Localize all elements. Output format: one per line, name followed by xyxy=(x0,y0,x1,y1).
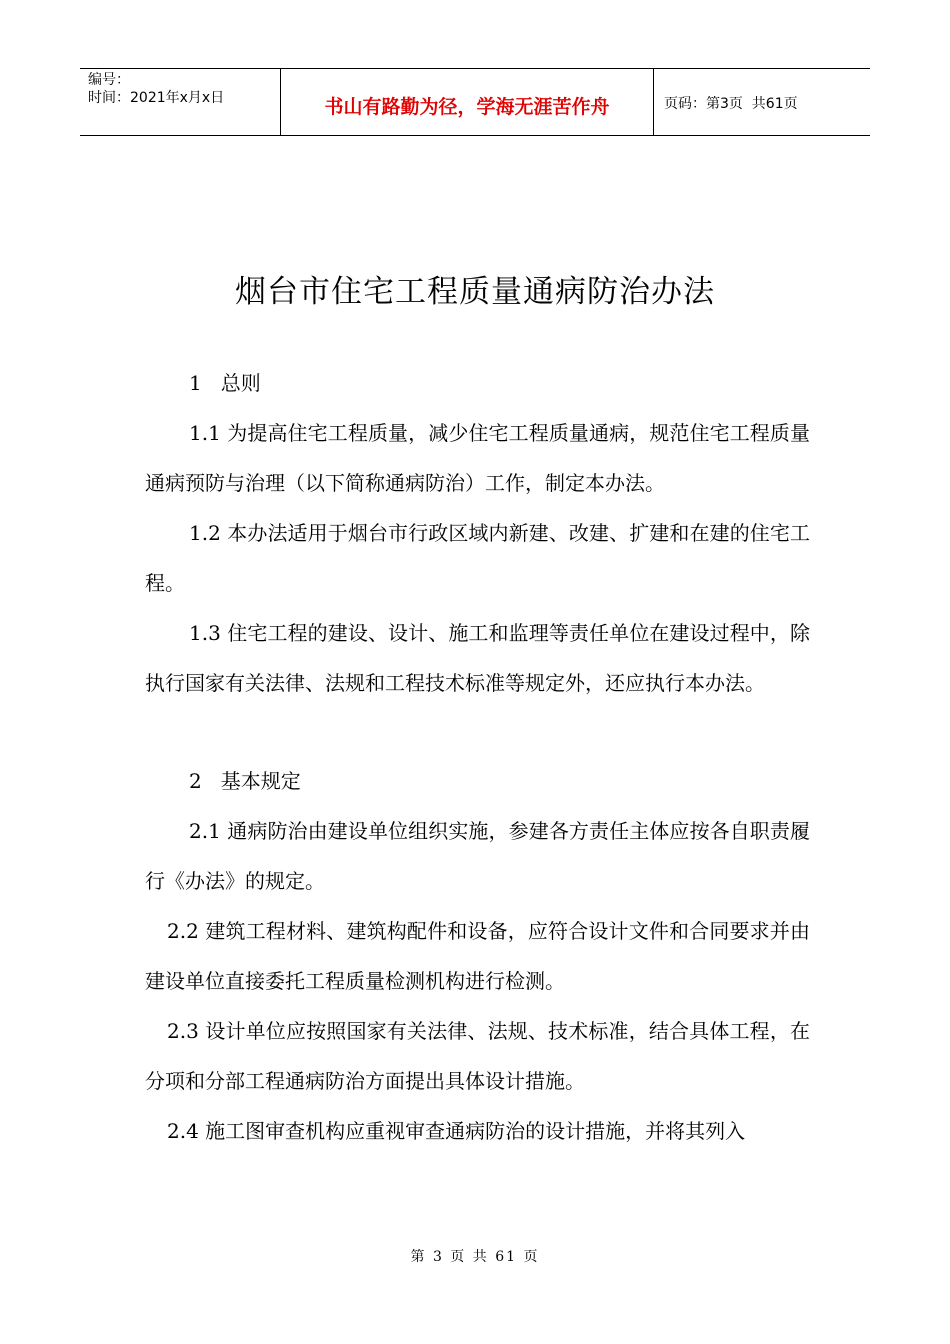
header-motto: 书山有路勤为径，学海无涯苦作舟 xyxy=(281,69,654,135)
document-header xyxy=(80,68,870,136)
time-label: 时间：2021年x月x日 xyxy=(88,90,225,106)
paragraph-2-3: 2.3 设计单位应按照国家有关法律、法规、技术标准，结合具体工程，在分项和分部工程通病防治方面提出具体设计措施。 xyxy=(145,1019,810,1093)
page-info-text: 页码：第3页 共61页 xyxy=(664,96,798,112)
paragraph-1-1: 1.1 为提高住宅工程质量，减少住宅工程质量通病，规范住宅工程质量通病预防与治理（以下简称通病防治）工作，制定本办法。 xyxy=(145,421,810,495)
document-body xyxy=(145,358,810,1156)
paragraph-2-4: 2.4 施工图审查机构应重视审查通病防治的设计措施，并将其列入 xyxy=(167,1119,746,1143)
number-label: 编号： xyxy=(88,72,130,88)
paragraph-1-3: 1.3 住宅工程的建设、设计、施工和监理等责任单位在建设过程中，除执行国家有关法律、法规和工程技术标准等规定外，还应执行本办法。 xyxy=(145,621,810,695)
section-gap xyxy=(145,708,810,756)
page-footer: 第 3 页 共 61 页 xyxy=(410,1249,540,1265)
section-heading-2: 2 基本规定 xyxy=(189,769,301,793)
header-page-info xyxy=(654,69,870,135)
paragraph-2-2: 2.2 建筑工程材料、建筑构配件和设备，应符合设计文件和合同要求并由建设单位直接委托工程质量检测机构进行检测。 xyxy=(145,919,810,993)
document-title: 烟台市住宅工程质量通病防治办法 xyxy=(235,274,715,310)
paragraph-2-1: 2.1 通病防治由建设单位组织实施，参建各方责任主体应按各自职责履行《办法》的规定。 xyxy=(145,819,810,893)
section-heading-1: 1 总则 xyxy=(189,371,261,395)
paragraph-1-2: 1.2 本办法适用于烟台市行政区域内新建、改建、扩建和在建的住宅工程。 xyxy=(145,521,810,595)
header-meta xyxy=(80,69,281,135)
